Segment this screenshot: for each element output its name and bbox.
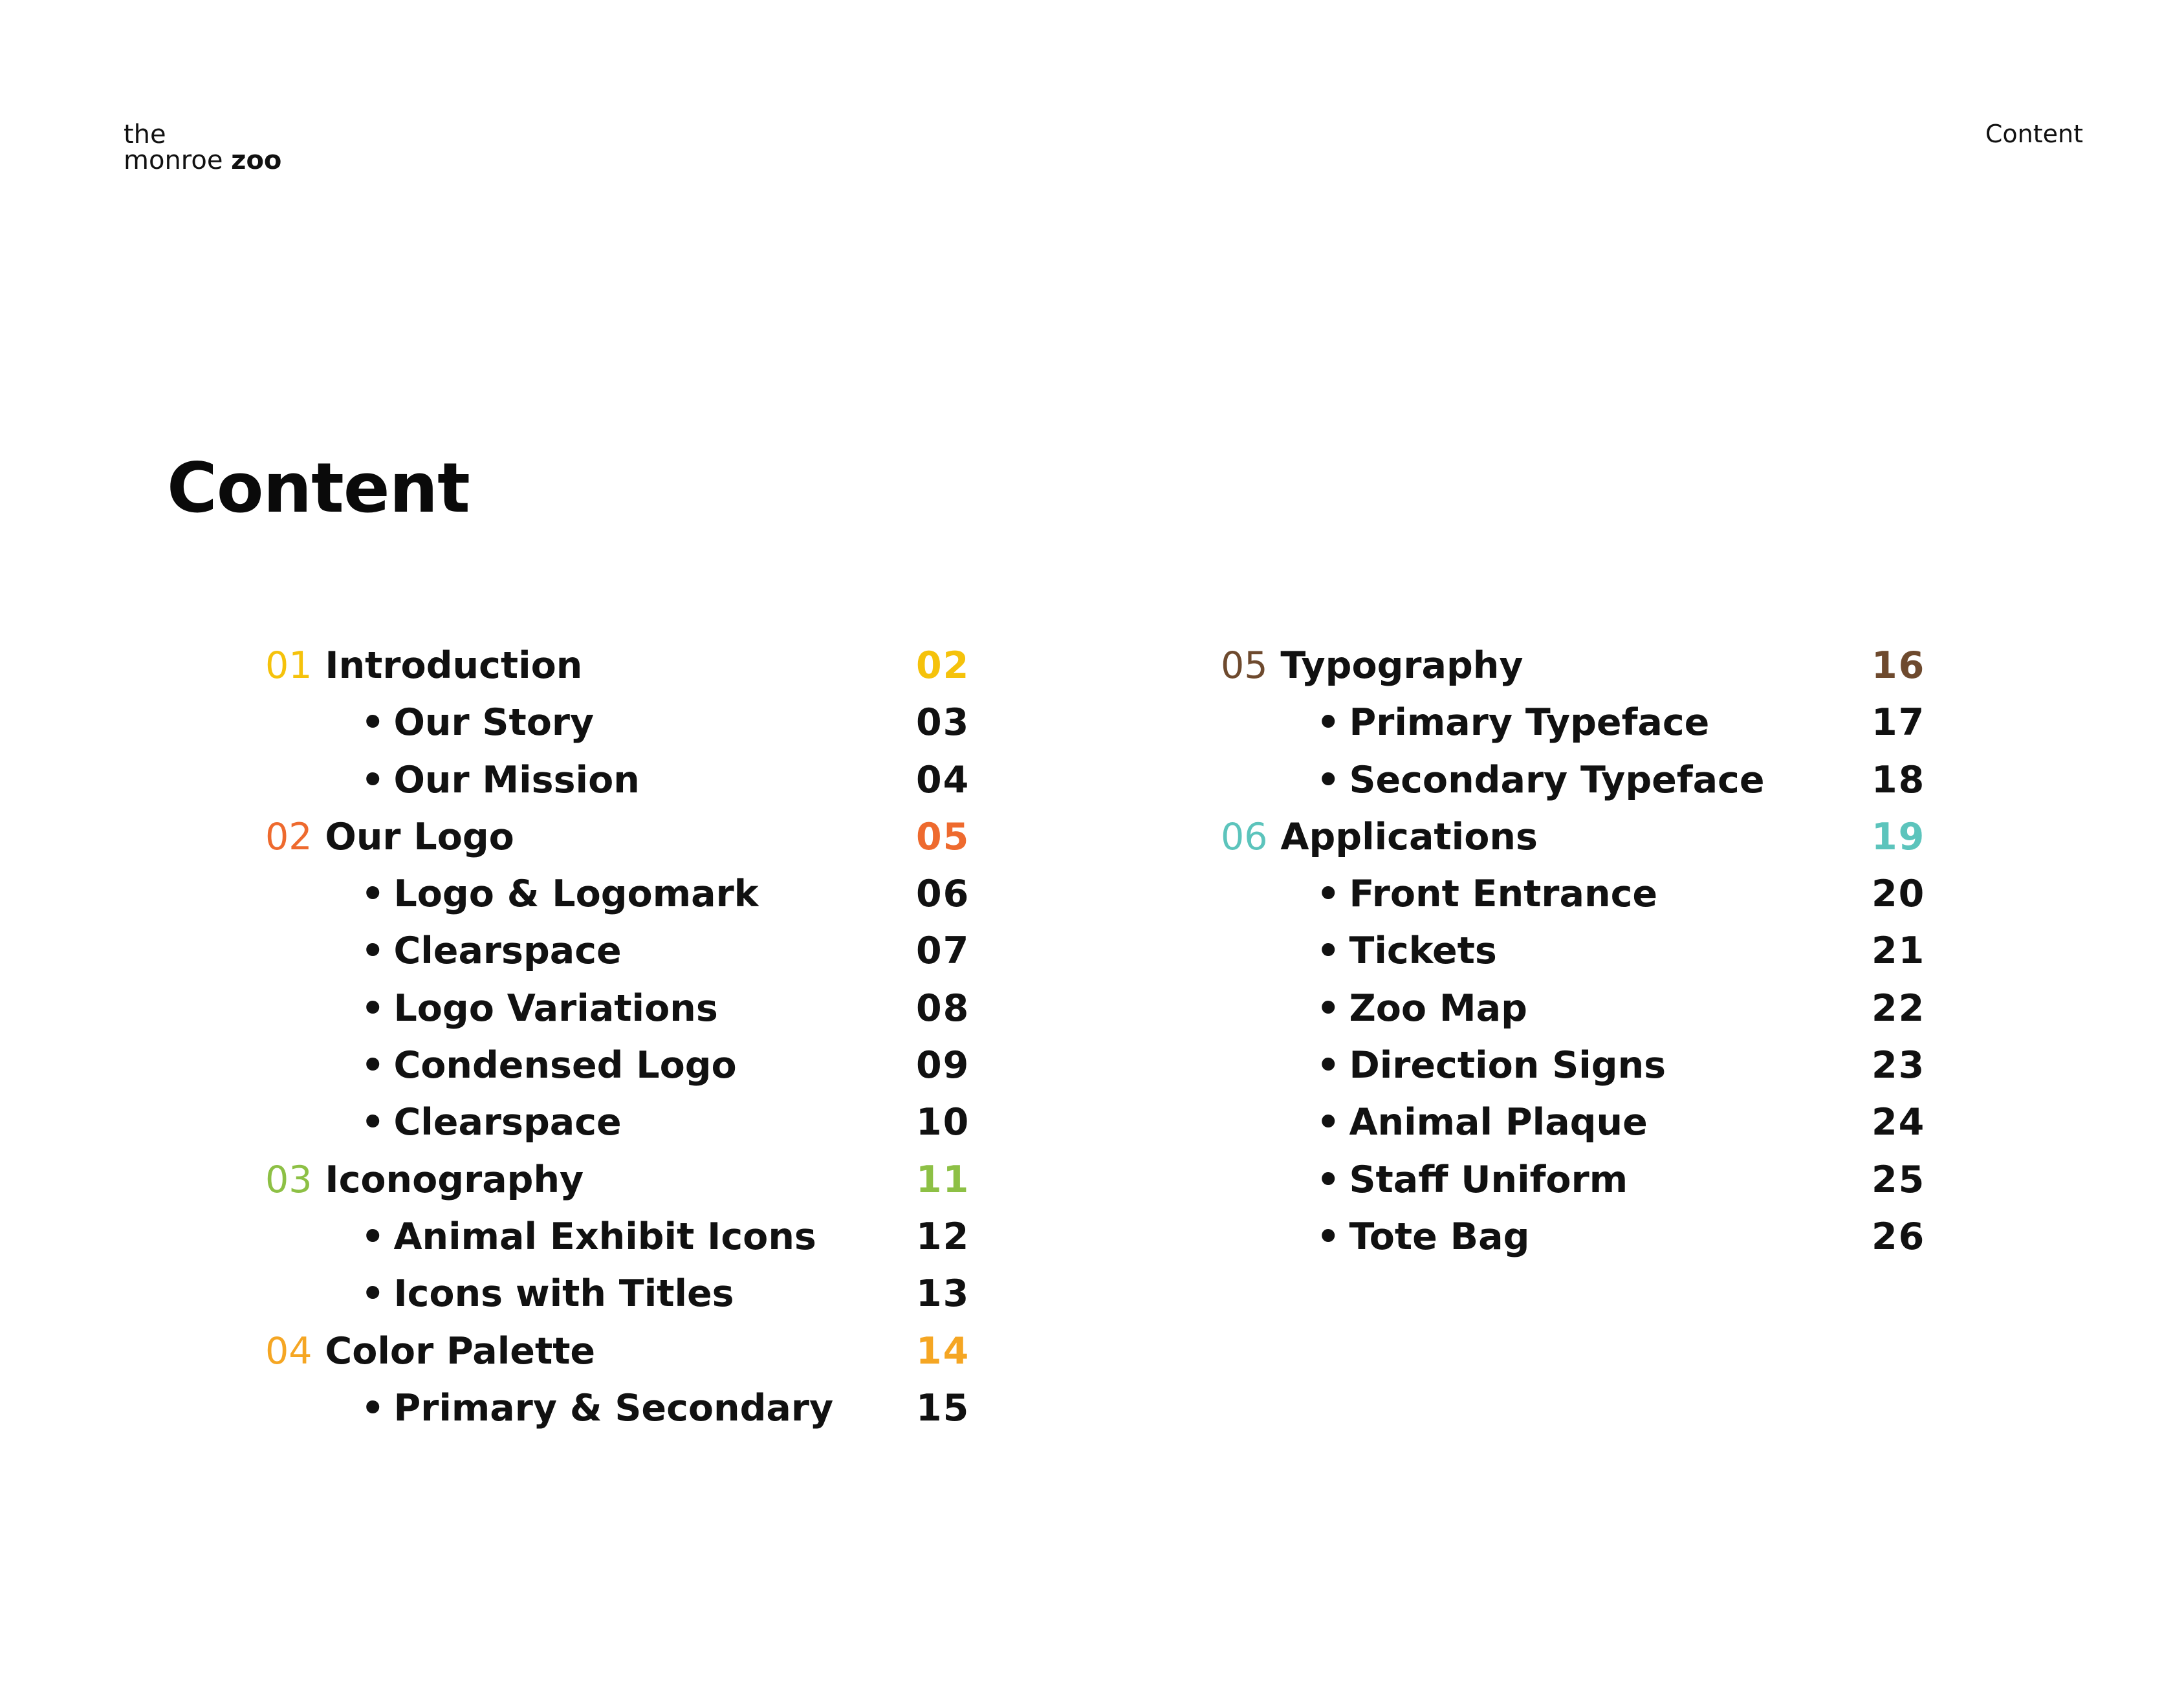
- section-title: Our Logo: [325, 815, 514, 858]
- entry-title: Front Entrance: [1349, 873, 1658, 916]
- toc-entry: [361, 694, 594, 751]
- toc-entry: [1221, 637, 1523, 694]
- section-title: Color Palette: [325, 1329, 596, 1373]
- toc-entry-row[interactable]: [265, 1037, 996, 1094]
- page-number: 23: [1872, 1044, 1926, 1087]
- page-number: 14: [916, 1329, 970, 1373]
- toc-entry: [361, 752, 640, 809]
- toc-section-row[interactable]: [265, 637, 996, 694]
- toc-entry-row[interactable]: [265, 752, 996, 809]
- entry-title: Icons with Titles: [393, 1272, 734, 1316]
- page-number: 15: [916, 1386, 970, 1430]
- logo-word-zoo: zoo: [231, 146, 282, 175]
- toc-entry: [361, 980, 718, 1037]
- bullet-icon: •: [1316, 1044, 1340, 1087]
- bullet-icon: •: [361, 1215, 385, 1258]
- toc-entry-row[interactable]: [1221, 752, 1952, 809]
- entry-title: Logo & Logomark: [393, 873, 759, 916]
- section-title: Applications: [1280, 815, 1538, 858]
- toc-entry-row[interactable]: [265, 922, 996, 979]
- section-title: Typography: [1280, 644, 1523, 687]
- page-number: 06: [916, 873, 970, 916]
- bullet-icon: •: [1316, 930, 1340, 973]
- bullet-icon: •: [1316, 1158, 1340, 1201]
- toc-section-row[interactable]: [1221, 809, 1952, 865]
- toc-column-right: [1221, 637, 1952, 1265]
- page-number: 03: [916, 701, 970, 745]
- toc-entry-row[interactable]: [1221, 1037, 1952, 1094]
- toc-entry-row[interactable]: [265, 1265, 996, 1322]
- toc-entry-row[interactable]: [1221, 1151, 1952, 1208]
- page-number: 16: [1872, 644, 1926, 687]
- section-title: Introduction: [325, 644, 583, 687]
- bullet-icon: •: [361, 930, 385, 973]
- toc-entry: [1316, 694, 1709, 751]
- bullet-icon: •: [361, 986, 385, 1030]
- logo-word-monroe: monroe: [124, 146, 223, 175]
- entry-title: Our Story: [393, 701, 595, 745]
- toc-entry: [1316, 752, 1765, 809]
- toc-entry-row[interactable]: [1221, 694, 1952, 751]
- entry-title: Our Mission: [393, 758, 640, 801]
- page-number: 22: [1872, 986, 1926, 1030]
- page-number: 26: [1872, 1215, 1926, 1258]
- bullet-icon: •: [1316, 701, 1340, 745]
- toc-entry: [1316, 1094, 1648, 1151]
- section-number: 06: [1221, 815, 1268, 858]
- bullet-icon: •: [361, 1272, 385, 1316]
- bullet-icon: •: [1316, 1215, 1340, 1258]
- bullet-icon: •: [361, 1386, 385, 1430]
- toc-entry: [265, 637, 582, 694]
- page-number: 19: [1872, 815, 1926, 858]
- page-number: 04: [916, 758, 970, 801]
- toc-entry: [1316, 980, 1527, 1037]
- toc-entry-row[interactable]: [265, 1094, 996, 1151]
- page-number: 20: [1872, 873, 1926, 916]
- toc-entry: [265, 1323, 595, 1380]
- bullet-icon: •: [1316, 873, 1340, 916]
- bullet-icon: •: [1316, 758, 1340, 801]
- toc-entry-row[interactable]: [265, 980, 996, 1037]
- toc-entry-row[interactable]: [265, 1380, 996, 1437]
- entry-title: Secondary Typeface: [1349, 758, 1765, 801]
- toc-entry: [361, 1094, 622, 1151]
- page-number: 21: [1872, 930, 1926, 973]
- toc-entry-row[interactable]: [1221, 1094, 1952, 1151]
- bullet-icon: •: [361, 1101, 385, 1144]
- toc-entry-row[interactable]: [265, 1208, 996, 1265]
- page-number: 12: [916, 1215, 970, 1258]
- entry-title: Clearspace: [393, 930, 622, 973]
- toc-entry-row[interactable]: [265, 865, 996, 922]
- logo-line-the: the: [124, 120, 166, 149]
- toc-entry: [361, 1037, 737, 1094]
- toc-section-row[interactable]: [265, 1323, 996, 1380]
- toc-entry: [1316, 922, 1497, 979]
- section-number: 05: [1221, 644, 1268, 687]
- toc-entry-row[interactable]: [1221, 922, 1952, 979]
- section-title: Iconography: [325, 1158, 584, 1201]
- entry-title: Animal Exhibit Icons: [393, 1215, 816, 1258]
- toc-entry: [1316, 1037, 1666, 1094]
- bullet-icon: •: [361, 701, 385, 745]
- page-number: 25: [1872, 1158, 1926, 1201]
- entry-title: Animal Plaque: [1349, 1101, 1648, 1144]
- toc-entry-row[interactable]: [1221, 1208, 1952, 1265]
- toc-entry: [1316, 1208, 1529, 1265]
- entry-title: Primary Typeface: [1349, 701, 1710, 745]
- page-number: 17: [1872, 701, 1926, 745]
- page-number: 11: [916, 1158, 970, 1201]
- logo-line-monroe-zoo: [124, 147, 281, 173]
- bullet-icon: •: [1316, 986, 1340, 1030]
- toc-entry-row[interactable]: [1221, 980, 1952, 1037]
- toc-entry: [265, 809, 514, 865]
- page-number: 18: [1872, 758, 1926, 801]
- toc-section-row[interactable]: [1221, 637, 1952, 694]
- toc-entry-row[interactable]: [265, 694, 996, 751]
- section-label: Content: [1985, 120, 2083, 148]
- toc-entry-row[interactable]: [1221, 865, 1952, 922]
- entry-title: Direction Signs: [1349, 1044, 1666, 1087]
- page-title: Content: [167, 448, 470, 528]
- toc-entry: [361, 1380, 833, 1437]
- entry-title: Tickets: [1349, 930, 1497, 973]
- section-number: 02: [265, 815, 312, 858]
- page-number: 08: [916, 986, 970, 1030]
- toc-entry: [1316, 1151, 1628, 1208]
- entry-title: Logo Variations: [393, 986, 718, 1030]
- monroe-zoo-logo: [124, 122, 281, 173]
- section-number: 03: [265, 1158, 312, 1201]
- toc-entry: [361, 922, 622, 979]
- section-number: 04: [265, 1329, 312, 1373]
- page-number: 07: [916, 930, 970, 973]
- section-number: 01: [265, 644, 312, 687]
- page-number: 02: [916, 644, 970, 687]
- bullet-icon: •: [361, 758, 385, 801]
- page-number: 05: [916, 815, 970, 858]
- bullet-icon: •: [361, 1044, 385, 1087]
- toc-entry: [265, 1151, 584, 1208]
- page-number: 09: [916, 1044, 970, 1087]
- entry-title: Clearspace: [393, 1101, 622, 1144]
- entry-title: Primary & Secondary: [393, 1386, 834, 1430]
- entry-title: Staff Uniform: [1349, 1158, 1628, 1201]
- bullet-icon: •: [361, 873, 385, 916]
- page-number: 24: [1872, 1101, 1926, 1144]
- toc-entry: [1221, 809, 1538, 865]
- page-number: 13: [916, 1272, 970, 1316]
- toc-column-left: [265, 637, 996, 1437]
- entry-title: Tote Bag: [1349, 1215, 1530, 1258]
- page-number: 10: [916, 1101, 970, 1144]
- toc-section-row[interactable]: [265, 809, 996, 865]
- entry-title: Zoo Map: [1349, 986, 1527, 1030]
- toc-entry: [361, 1265, 734, 1322]
- toc-entry: [361, 1208, 816, 1265]
- bullet-icon: •: [1316, 1101, 1340, 1144]
- toc-section-row[interactable]: [265, 1151, 996, 1208]
- toc-entry: [1316, 865, 1657, 922]
- entry-title: Condensed Logo: [393, 1044, 737, 1087]
- toc-entry: [361, 865, 759, 922]
